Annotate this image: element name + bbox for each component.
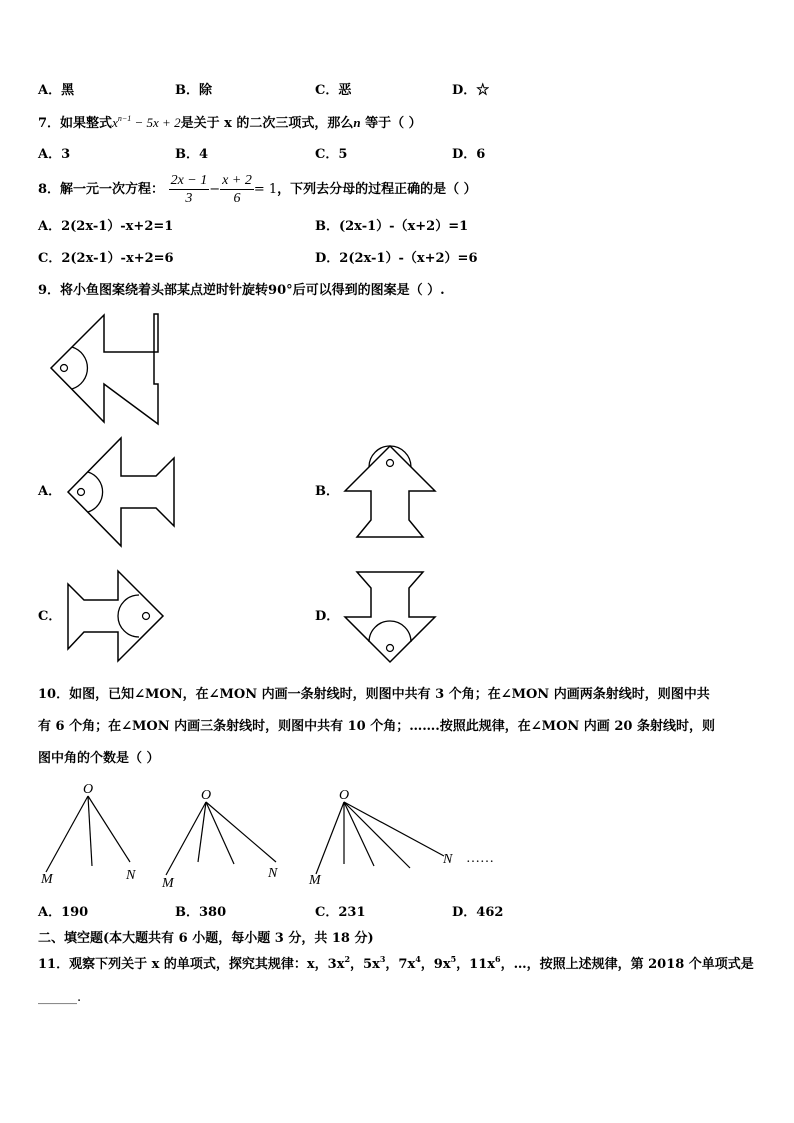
q7-option-a: A．3: [38, 147, 71, 162]
q9-option-b-label: B．: [315, 484, 339, 499]
q11-answer-blank[interactable]: ______.: [38, 990, 82, 1005]
q10-option-d: D．462: [452, 905, 504, 920]
fish-figure-option-c: [66, 569, 166, 665]
fish-figure-option-a: [66, 436, 178, 548]
q8-fraction-1: $\frac{2x - 1}{3}$: [170, 173, 208, 206]
q11-stem: 11．观察下列关于 x 的单项式，探究其规律：x，$3x^2$，$5x^3$，$7x^4$，$9x^5$，$11x^6$，…，按照上述规律，第 2018 个单项式是: [38, 954, 754, 972]
q8-stem: 8．解一元一次方程： $\frac{2x - 1}{3}$ − $\frac{x + 2}{6}$ = 1，下列去分母的过程正确的是（ ）: [38, 173, 477, 206]
q9-option-a-label: A．: [38, 484, 62, 499]
q10-stem-line-1: 10．如图，已知∠MON，在∠MON 内画一条射线时，则图中共有 3 个角；在∠MON 内画两条射线时，则图中共: [38, 687, 710, 702]
q7-stem: 7．如果整式$x^{n-1} - 5x + 2$是关于 x 的二次三项式，那么n 等于（ ）: [38, 114, 422, 131]
q8-fraction-2: $\frac{x + 2}{6}$: [222, 173, 252, 206]
label-o-2: O: [201, 788, 212, 803]
q10-stem-line-2: 有 6 个角；在∠MON 内画三条射线时，则图中共有 10 个角；…….按照此规律，在∠MON 内画 20 条射线时，则: [38, 719, 715, 734]
label-m-3: M: [309, 873, 321, 888]
q6-option-a: A．黑: [38, 83, 75, 98]
label-m-1: M: [41, 872, 53, 887]
q6-option-b: B．除: [175, 83, 212, 98]
q10-option-b: B．380: [175, 905, 227, 920]
label-o-3: O: [339, 788, 350, 803]
angle-figures: [38, 780, 518, 890]
q8-option-d: D．2(2x-1）-（x+2）=6: [315, 251, 478, 266]
q7-option-d: D．6: [452, 147, 486, 162]
q10-option-c: C．231: [315, 905, 366, 920]
q7-option-c: C．5: [315, 147, 348, 162]
q9-option-c-label: C．: [38, 609, 62, 624]
q8-option-c: C．2(2x-1）-x+2=6: [38, 251, 174, 266]
q10-stem-line-3: 图中角的个数是（ ）: [38, 751, 160, 766]
label-n-1: N: [126, 868, 136, 883]
fish-figure-original: [48, 312, 163, 424]
label-ellipsis: ……: [466, 851, 494, 866]
label-o-1: O: [83, 782, 94, 797]
q10-option-a: A．190: [38, 905, 89, 920]
fish-figure-option-b: [343, 444, 437, 540]
q9-option-d-label: D．: [315, 609, 340, 624]
q6-option-c: C．恶: [315, 83, 352, 98]
q6-option-d: D．☆: [452, 83, 490, 98]
label-m-2: M: [162, 876, 174, 891]
q8-option-a: A．2(2x-1）-x+2=1: [38, 219, 174, 234]
q7-option-b: B．4: [175, 147, 209, 162]
section-2-heading: 二、填空题(本大题共有 6 小题，每小题 3 分，共 18 分): [38, 931, 374, 946]
label-n-3: N: [443, 852, 453, 867]
label-n-2: N: [268, 866, 278, 881]
fish-figure-option-d: [343, 570, 437, 666]
q9-stem: 9．将小鱼图案绕着头部某点逆时针旋转90°后可以得到的图案是（ ）.: [38, 283, 445, 298]
q8-option-b: B．(2x-1）-（x+2）=1: [315, 219, 469, 234]
